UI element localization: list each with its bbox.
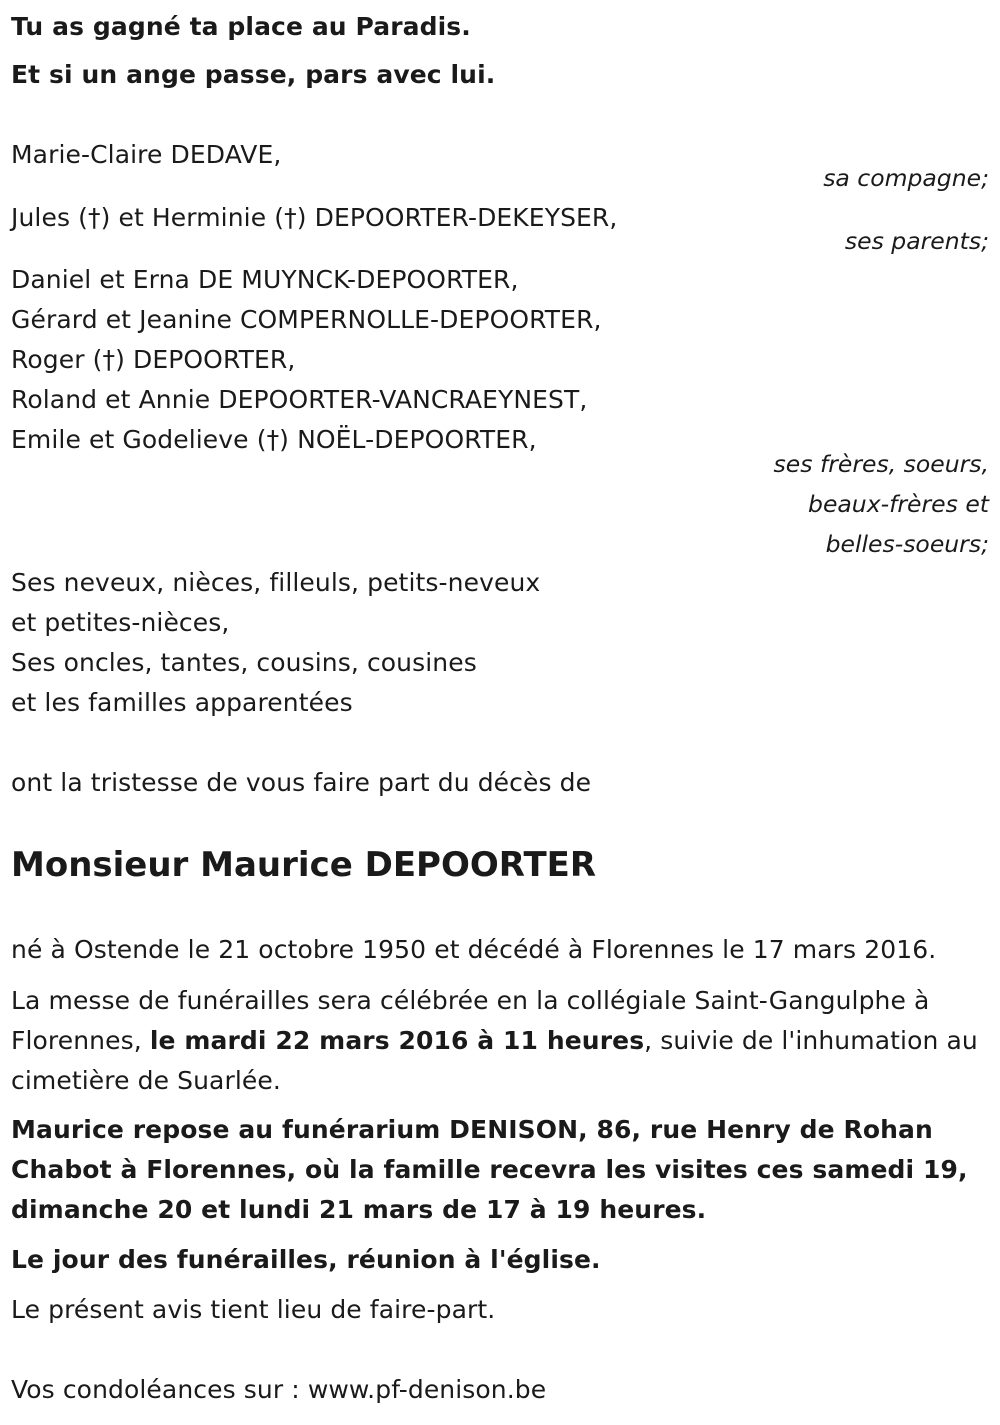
funeral-date-time: le mardi 22 mars 2016 à 11 heures [149, 1026, 645, 1055]
sibling-5: Emile et Godelieve (†) NOËL-DEPOORTER, [11, 425, 537, 454]
visitation-line-2: Chabot à Florennes, où la famille recevra les visites ces samedi 19, [11, 1155, 968, 1184]
announcement-text: ont la tristesse de vous faire part du décès de [11, 768, 592, 797]
funeral-line-2-post: , suivie de l'inhumation au [644, 1026, 978, 1055]
relatives-line-4: et les familles apparentées [11, 688, 353, 717]
meeting-text: Le jour des funérailles, réunion à l'église. [11, 1245, 601, 1274]
notice-text: Le présent avis tient lieu de faire-part. [11, 1295, 496, 1324]
siblings-role-line-1: ses frères, soeurs, [773, 450, 989, 478]
visitation-line-3: dimanche 20 et lundi 21 mars de 17 à 19 heures. [11, 1195, 707, 1224]
sibling-4: Roland et Annie DEPOORTER-VANCRAEYNEST, [11, 385, 588, 414]
partner-role: sa compagne; [823, 164, 989, 192]
parents-names: Jules (†) et Herminie (†) DEPOORTER-DEKEYSER, [11, 203, 618, 232]
sibling-2: Gérard et Jeanine COMPERNOLLE-DEPOORTER, [11, 305, 602, 334]
funeral-line-3: cimetière de Suarlée. [11, 1066, 281, 1095]
funeral-line-2 [11, 1026, 978, 1056]
visitation-line-1: Maurice repose au funérarium DENISON, 86, rue Henry de Rohan [11, 1115, 933, 1144]
relatives-line-1: Ses neveux, nièces, filleuls, petits-neveux [11, 568, 541, 597]
funeral-line-1: La messe de funérailles sera célébrée en la collégiale Saint-Gangulphe à [11, 986, 930, 1015]
siblings-role-line-2: beaux-frères et [808, 490, 989, 518]
relatives-line-2: et petites-nièces, [11, 608, 230, 637]
epigraph-line-2: Et si un ange passe, pars avec lui. [11, 60, 496, 89]
condolences-text: Vos condoléances sur : www.pf-denison.be [11, 1375, 547, 1404]
partner-name: Marie-Claire DEDAVE, [11, 140, 282, 169]
funeral-line-2-pre: Florennes, [11, 1026, 150, 1055]
parents-role: ses parents; [844, 227, 989, 255]
epigraph-line-1: Tu as gagné ta place au Paradis. [11, 12, 471, 41]
deceased-name: Monsieur Maurice DEPOORTER [11, 845, 597, 885]
sibling-3: Roger (†) DEPOORTER, [11, 345, 296, 374]
sibling-1: Daniel et Erna DE MUYNCK-DEPOORTER, [11, 265, 519, 294]
relatives-line-3: Ses oncles, tantes, cousins, cousines [11, 648, 477, 677]
birth-death-text: né à Ostende le 21 octobre 1950 et décédé à Florennes le 17 mars 2016. [11, 935, 937, 964]
siblings-role-line-3: belles-soeurs; [825, 530, 989, 558]
